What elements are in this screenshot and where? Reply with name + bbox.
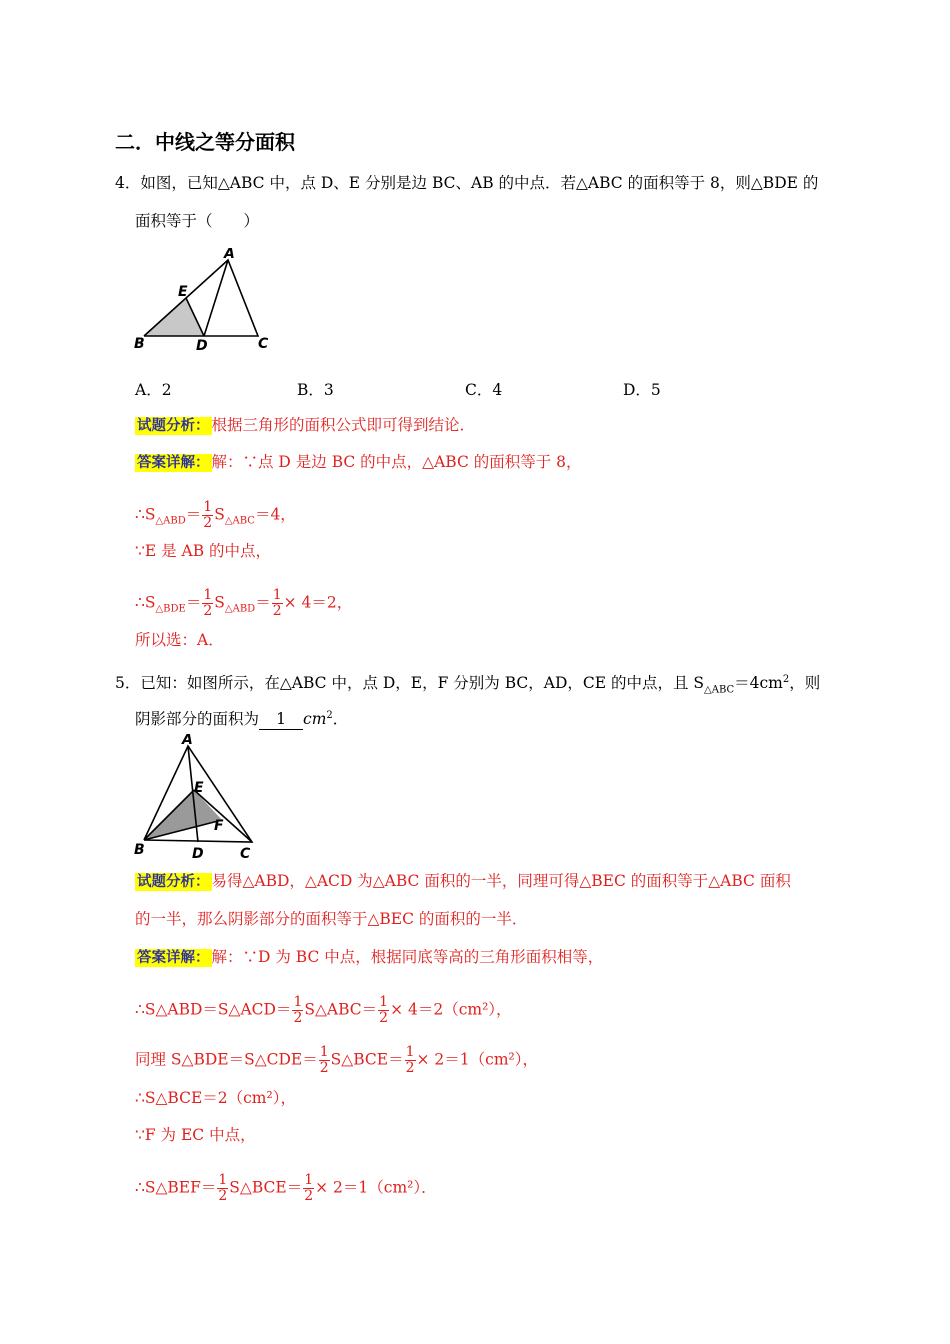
q4-option-c[interactable]: C．4: [465, 381, 503, 399]
q4-label-c: C: [258, 336, 269, 352]
analysis-tag: 试题分析：: [137, 418, 210, 434]
analysis-tag: 试题分析：: [137, 874, 210, 890]
q5-label-a: A: [182, 734, 193, 748]
q5-answer-blank[interactable]: 1: [259, 709, 303, 730]
q4-label-d: D: [196, 338, 208, 354]
q4-step3: $\therefore S_{\triangle BDE}=$ $\frac{1}{2}$ $S_{\triangle ABD}=$ $\frac{1}{2}$ × 4＝2，: [135, 587, 353, 619]
q5-step1: ∴S△ABD＝S△ACD＝ $\frac{1}{2}$ S△ABC＝ $\frac{1}{2}$ × 4＝2（cm²），: [135, 994, 512, 1026]
q4-label-b: B: [134, 336, 145, 352]
q5-analysis-line2: 的一半，那么阴影部分的面积等于△BEC 的面积的一半．: [135, 910, 528, 928]
q5-label-f: F: [214, 818, 224, 834]
q4-step1: $\therefore S_{\triangle ABD}=$ $\frac{1}{2}$ $S_{\triangle ABC}=4$，: [135, 499, 296, 531]
q4-stem-line2: 面积等于（ ）: [135, 212, 260, 230]
q4-answer: 答案详解： 解：∵点 D 是边 BC 的中点，△ABC 的面积等于 8，: [137, 453, 582, 471]
q5-step2: 同理 S△BDE＝S△CDE＝ $\frac{1}{2}$ S△BCE＝ $\frac{1}{2}$ × 2＝1（cm²），: [135, 1044, 538, 1076]
q5-label-e: E: [194, 780, 204, 796]
q4-stem-line1: 4．如图，已知△ABC 中，点 D、E 分别是边 BC、AB 的中点．若△ABC 的面积等于 8，则△BDE 的: [115, 174, 819, 192]
q4-option-b[interactable]: B．3: [297, 381, 334, 399]
q5-analysis-line1: 试题分析： 易得△ABD，△ACD 为△ABC 面积的一半，同理可得△BEC 的面积等于△ABC 面积: [137, 872, 791, 890]
q5-step3: ∴S△BCE＝2（cm²），: [135, 1089, 296, 1107]
answer-tag: 答案详解：: [137, 455, 210, 471]
q5-answer: 答案详解： 解：∵D 为 BC 中点，根据同底等高的三角形面积相等，: [137, 948, 604, 966]
q4-label-a: A: [224, 248, 235, 262]
q4-label-e: E: [178, 284, 188, 300]
q5-label-b: B: [134, 842, 145, 858]
q5-step5: ∴S△BEF＝ $\frac{1}{2}$ S△BCE＝ $\frac{1}{2}$ × 2＝1（cm²）．: [135, 1172, 437, 1204]
q5-stem-line1: 5．已知：如图所示，在△ABC 中，点 D，E，F 分别为 BC，AD，CE 的中点，且 $S_{\triangle ABC}=4cm^2$，则: [115, 674, 821, 696]
q5-step4: ∵F 为 EC 中点，: [135, 1126, 256, 1144]
q4-analysis: 试题分析： 根据三角形的面积公式即可得到结论．: [137, 416, 476, 434]
q4-figure: [128, 248, 278, 354]
q5-label-c: C: [240, 846, 251, 862]
section-title: 二．中线之等分面积: [115, 130, 295, 154]
q4-choice: 所以选：A．: [135, 631, 224, 649]
q5-figure: [128, 734, 268, 864]
q5-label-d: D: [192, 846, 204, 862]
q5-stem-line2: 阴影部分的面积为 1 $cm^2$．: [135, 710, 349, 729]
q4-step2: ∵E 是 AB 的中点，: [135, 542, 272, 560]
q4-option-d[interactable]: D．5: [623, 381, 661, 399]
answer-tag: 答案详解：: [137, 950, 210, 966]
q4-option-a[interactable]: A．2: [135, 381, 172, 399]
